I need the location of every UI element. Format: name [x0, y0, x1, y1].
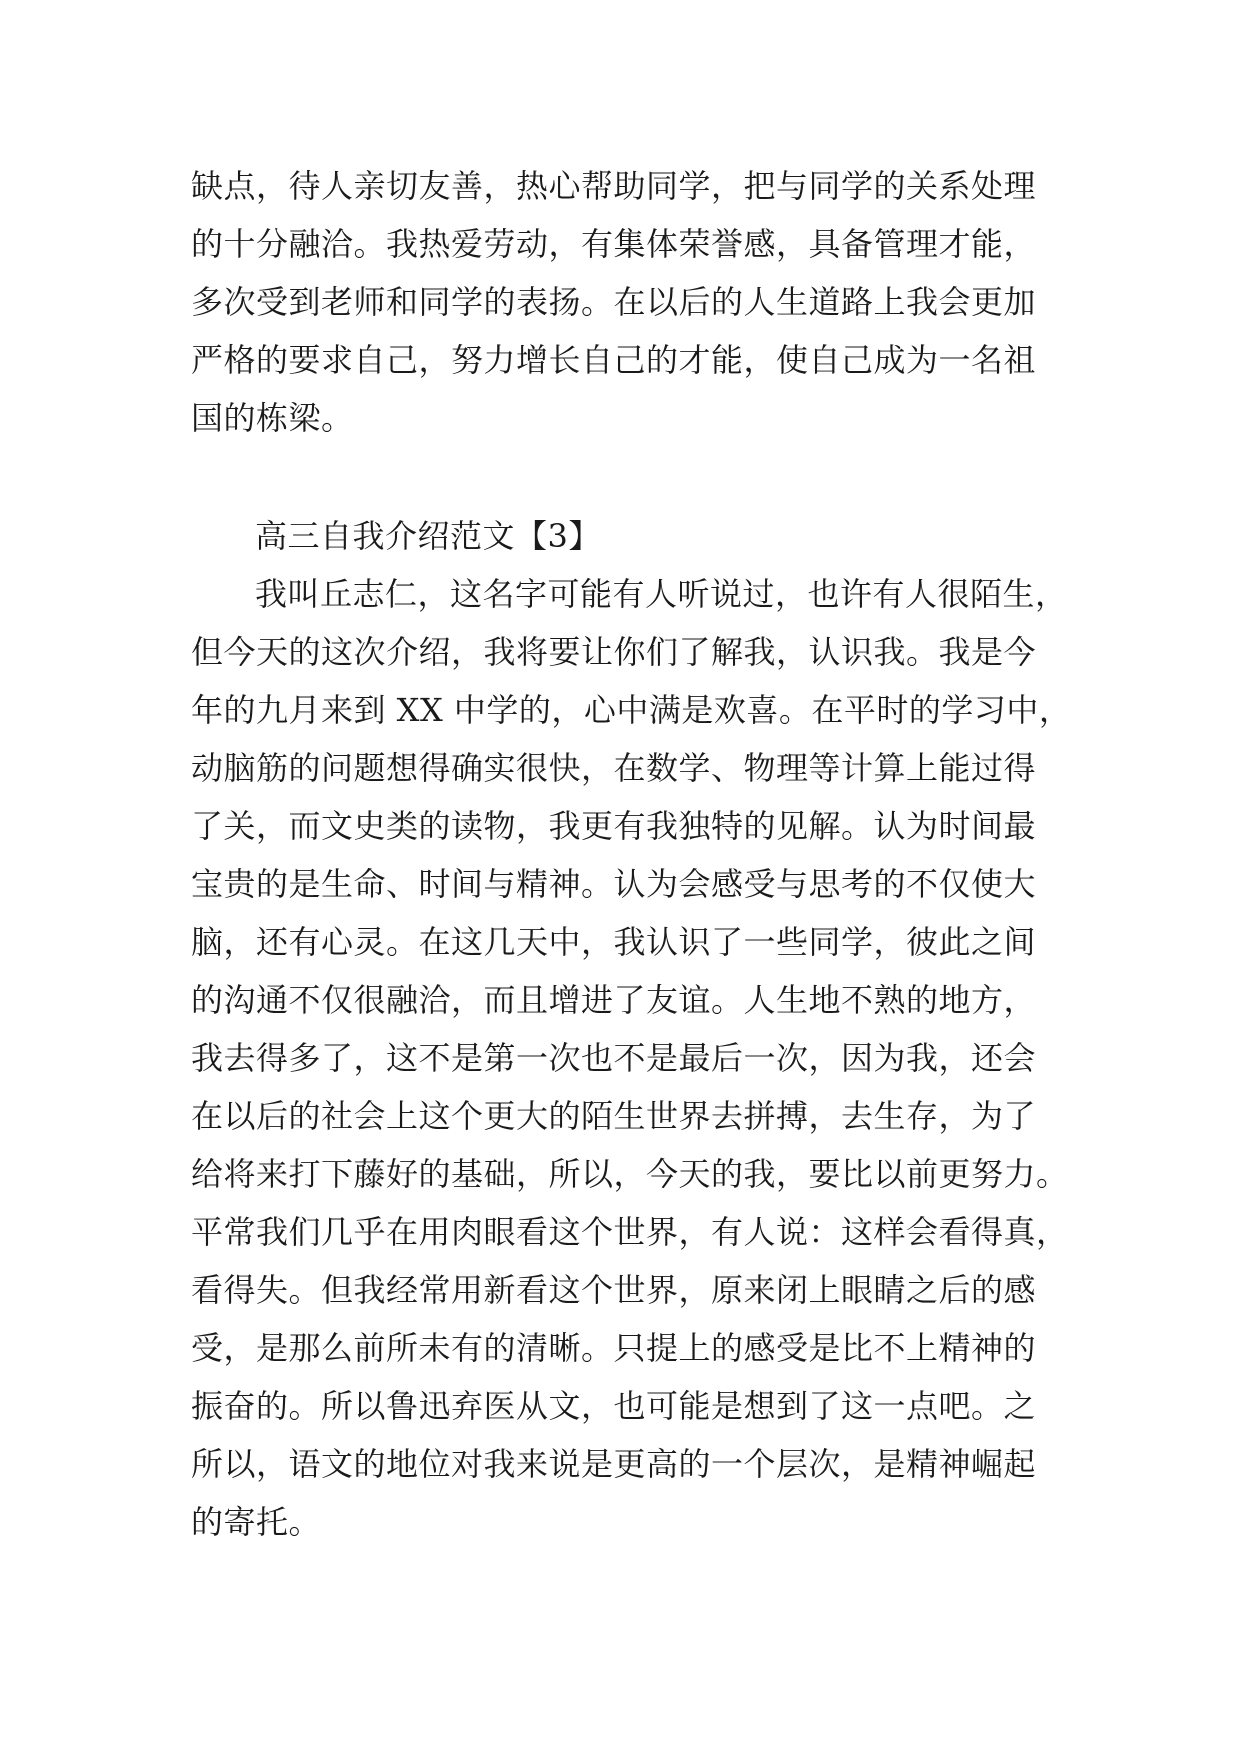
- paragraph-2-line-8: 的沟通不仅很融洽，而且增进了友谊。人生地不熟的地方，: [191, 981, 1037, 1019]
- paragraph-2-line-7: 脑，还有心灵。在这几天中，我认识了一些同学，彼此之间: [191, 923, 1037, 961]
- paragraph-2-line-10: 在以后的社会上这个更大的陌生世界去拼搏，去生存，为了: [191, 1097, 1037, 1135]
- paragraph-1-line-5: 国的栋梁。: [191, 399, 354, 437]
- paragraph-2-line-15: 振奋的。所以鲁迅弃医从文，也可能是想到了这一点吧。之: [191, 1387, 1037, 1425]
- paragraph-1: [191, 157, 1071, 447]
- paragraph-1-line-4: 严格的要求自己，努力增长自己的才能，使自己成为一名祖: [191, 341, 1037, 379]
- section-heading: [191, 507, 1071, 565]
- paragraph-2-line-17: 的寄托。: [191, 1503, 322, 1541]
- paragraph-2-line-5: 了关，而文史类的读物，我更有我独特的见解。认为时间最: [191, 807, 1037, 845]
- paragraph-2-line-14: 受，是那么前所未有的清晰。只提上的感受是比不上精神的: [191, 1329, 1037, 1367]
- paragraph-2-line-12: 平常我们几乎在用肉眼看这个世界，有人说：这样会看得真，: [191, 1213, 1069, 1251]
- paragraph-2-line-1: 我叫丘志仁，这名字可能有人听说过，也许有人很陌生，: [255, 575, 1068, 613]
- paragraph-1-line-1: 缺点，待人亲切友善，热心帮助同学，把与同学的关系处理: [191, 167, 1037, 205]
- paragraph-2-line-3: 年的九月来到 XX 中学的，心中满是欢喜。在平时的学习中，: [191, 691, 1072, 729]
- paragraph-2-line-13: 看得失。但我经常用新看这个世界，原来闭上眼睛之后的感: [191, 1271, 1037, 1309]
- paragraph-2-line-9: 我去得多了，这不是第一次也不是最后一次，因为我，还会: [191, 1039, 1037, 1077]
- paragraph-2: [191, 565, 1071, 1551]
- paragraph-2-line-11: 给将来打下藤好的基础，所以，今天的我，要比以前更努力。: [191, 1155, 1069, 1193]
- paragraph-2-line-6: 宝贵的是生命、时间与精神。认为会感受与思考的不仅使大: [191, 865, 1037, 903]
- paragraph-1-line-3: 多次受到老师和同学的表扬。在以后的人生道路上我会更加: [191, 283, 1037, 321]
- section-heading-text: 高三自我介绍范文【3】: [255, 517, 601, 555]
- paragraph-2-line-16: 所以，语文的地位对我来说是更高的一个层次，是精神崛起: [191, 1445, 1037, 1483]
- paragraph-1-line-2: 的十分融洽。我热爱劳动，有集体荣誉感，具备管理才能，: [191, 225, 1037, 263]
- paragraph-2-line-4: 动脑筋的问题想得确实很快，在数学、物理等计算上能过得: [191, 749, 1037, 787]
- paragraph-2-line-2: 但今天的这次介绍，我将要让你们了解我，认识我。我是今: [191, 633, 1037, 671]
